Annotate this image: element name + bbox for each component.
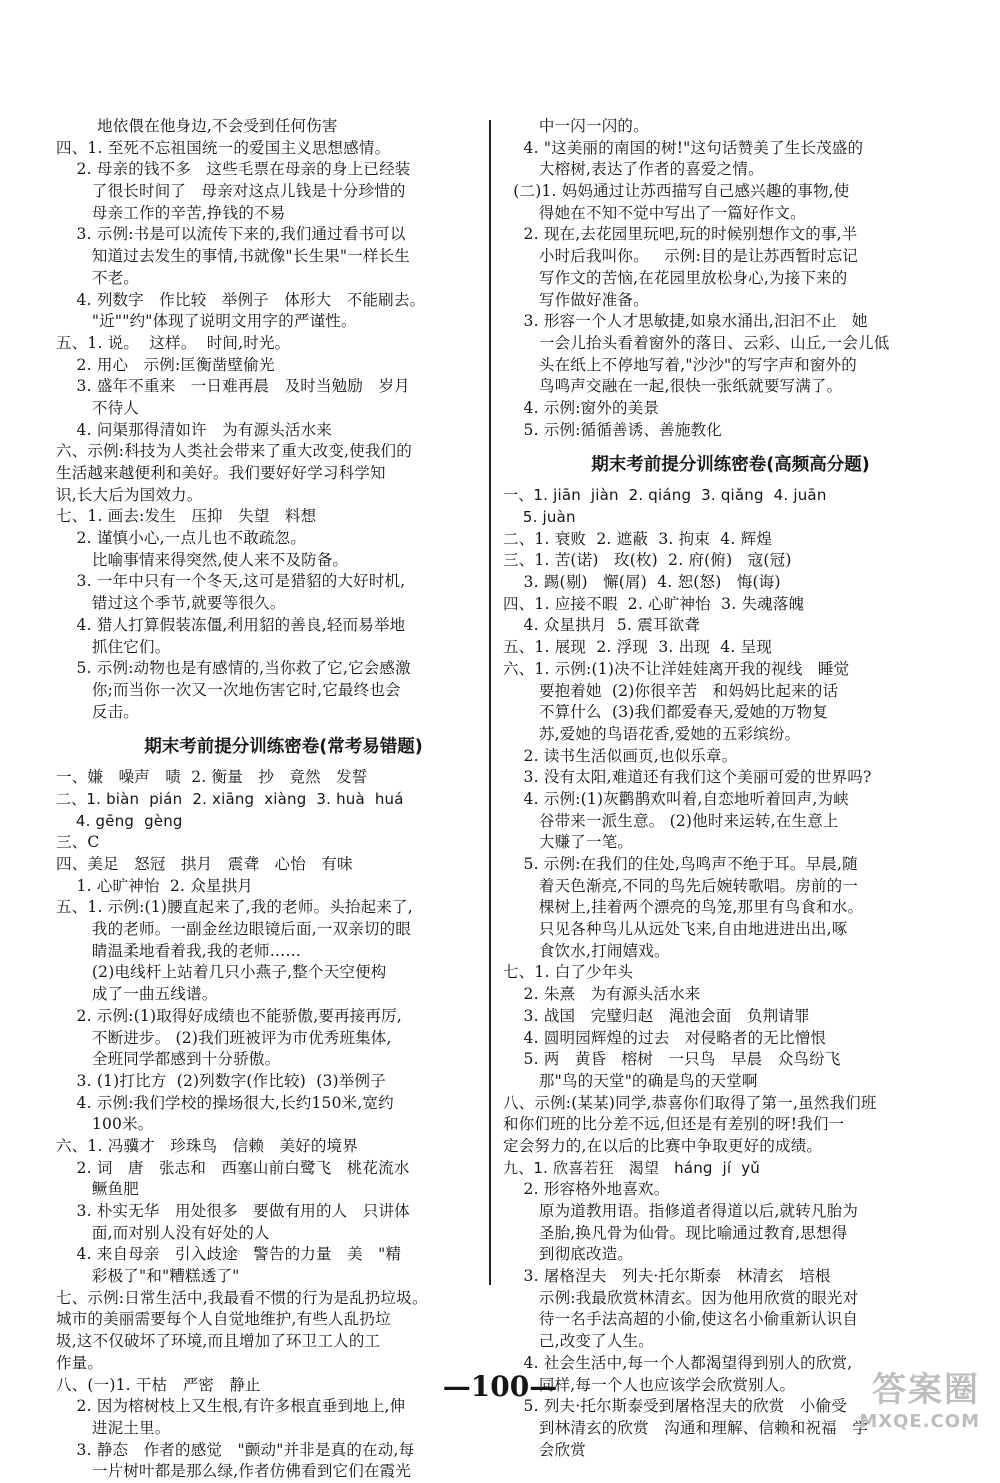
answer-line: 2. 形容格外地喜欢。 (503, 1180, 670, 1199)
answer-line: 到林清玄的欣赏 沟通和理解、信赖和祝福 学 (503, 1418, 868, 1437)
answer-line: 八、(一)1. 干枯 严密 静止 (56, 1375, 261, 1394)
answer-line: 三、C (56, 833, 100, 852)
answer-line: 五、1. 说。 这样。 时间,时光。 (56, 333, 291, 352)
answer-line: 3. 静态 作者的感觉 "颤动"并非是真的在动,每 (56, 1440, 415, 1459)
answer-line: 小时后我叫你。 示例:目的是让苏西暂时忘记 (503, 247, 858, 266)
answer-line: 3. 没有太阳,难道还有我们这个美丽可爱的世界吗? (503, 768, 872, 787)
answer-line: 2. 朱熹 为有源头活水来 (503, 985, 701, 1004)
right-column (503, 116, 958, 1461)
answer-line: 5. 示例:循循善诱、善施教化 (503, 420, 722, 439)
answer-line: 七、1. 画去:发生 压抑 失望 料想 (56, 507, 317, 526)
answer-line: 一、1. jiān jiàn 2. qiáng 3. qiǎng 4. juān (503, 486, 827, 505)
answer-line: 4. gēng gèng (56, 811, 183, 830)
answer-line: 全班同学都感到十分骄傲。 (56, 1050, 281, 1069)
answer-line: 2. 示例:(1)取得好成绩也不能骄傲,要再接再厉, (56, 1006, 402, 1025)
answer-line: 食饮水,打闹嬉戏。 (503, 941, 670, 960)
answer-line: 同样,每一个人也应该学会欣赏别人。 (503, 1375, 796, 1394)
answer-line: 鸟鸣声交融在一起,很快一张纸就要写满了。 (503, 377, 843, 396)
answer-line: 4. 示例:(1)灰鹳鹊欢叫着,自恋地听着回声,为峡 (503, 789, 849, 808)
answer-line: 5. 列夫·托尔斯泰受到屠格涅夫的欣赏 小偷受 (503, 1397, 847, 1416)
answer-line: 2. 读书生活似画页,也似乐章。 (503, 746, 738, 765)
answer-line: 谷带来一派生意。 (2)他时来运转,在生意上 (503, 811, 839, 830)
answer-line: 原为道教用语。指修道者得道以后,就转凡胎为 (503, 1202, 859, 1220)
answer-line: 4. 问渠那得清如许 为有源头活水来 (56, 420, 333, 439)
answer-line: 城市的美丽需要每个人自觉地维护,有些人乱扔垃 (56, 1310, 391, 1329)
answer-line: 作量。 (56, 1353, 104, 1372)
page-number: —100— (442, 1370, 558, 1403)
answer-line: (二)1. 妈妈通过让苏西描写自己感兴趣的事物,使 (503, 182, 850, 201)
answer-line: 五、1. 示例:(1)腰直起来了,我的老师。头抬起来了, (56, 898, 413, 917)
answer-line: 3. (1)打比方 (2)列数字(作比较) (3)举例子 (56, 1071, 386, 1090)
column-divider (489, 120, 491, 1285)
answer-line: 只见各种鸟儿从远处飞来,自由地进进出出,啄 (503, 920, 848, 939)
answer-line: 写作文的苦恼,在花园里放松身心,为接下来的 (503, 268, 848, 287)
answer-line: 示例:我最欣赏林清玄。因为他用欣赏的眼光对 (503, 1288, 859, 1307)
answer-line: 不待人 (56, 398, 139, 417)
answer-line: 七、1. 白了少年头 (503, 963, 634, 982)
answer-line: 一会儿抬头看着窗外的落日、云彩、山丘,一会儿低 (503, 333, 890, 352)
answer-line: 3. 盛年不重来 一日难再晨 及时当勉励 岁月 (56, 377, 410, 396)
answer-line: 成了一曲五线谱。 (56, 985, 218, 1004)
watermark (820, 1369, 980, 1439)
answer-line: 反击。 (56, 702, 139, 721)
section-heading: 期末考前提分训练密卷(常考易错题) (144, 737, 423, 758)
answer-line: 苏,爱她的鸟语花香,爱她的五彩缤纷。 (503, 724, 801, 743)
answer-line: 六、1. 示例:(1)决不让洋娃娃离开我的视线 睡觉 (503, 659, 850, 678)
answer-line: 错过这个季节,就要等很久。 (56, 594, 286, 613)
answer-line: 六、示例:科技为人类社会带来了重大改变,使我们的 (56, 442, 412, 461)
answer-line: 了很长时间了 母亲对这点儿钱是十分珍惜的 (56, 182, 406, 201)
answer-line: 4. 列数字 作比较 举例子 体形大 不能刷去。 (56, 290, 426, 309)
left-column (56, 116, 511, 1483)
answer-line: 3. 一年中只有一个冬天,这可是猎貂的大好时机, (56, 572, 406, 591)
answer-line: 2. 母亲的钱不多 这些毛票在母亲的身上已经装 (56, 160, 411, 179)
answer-line: 圾,这不仅破坏了环境,而且增加了环卫工人的工 (56, 1332, 381, 1351)
answer-line: 4. 示例:我们学校的操场很大,长约150米,宽约 (56, 1093, 394, 1112)
answer-line: 5. 两 黄昏 榕树 一只鸟 早晨 众鸟纷飞 (503, 1050, 841, 1069)
answer-line: 3. 踢(剔) 懈(屑) 4. 恕(怒) 悔(诲) (503, 573, 781, 592)
answer-line: 那"鸟的天堂"的确是鸟的天堂啊 (503, 1071, 758, 1090)
answer-line: 四、美足 怒冠 拱月 震聋 心怡 有味 (56, 855, 353, 873)
answer-line: 我的老师。一副金丝边眼镜后面,一双亲切的眼 (56, 920, 412, 939)
answer-line: 四、1. 应接不暇 2. 心旷神怡 3. 失魂落魄 (503, 594, 805, 613)
answer-line: 地依偎在他身边,不会受到任何伤害 (56, 117, 338, 135)
answer-line: 二、1. biàn pián 2. xiāng xiàng 3. huà huá (56, 789, 404, 808)
answer-line: 2. 谨慎小心,一点儿也不敢疏忽。 (56, 529, 307, 548)
answer-line: 2. 词 唐 张志和 西塞山前白鹭飞 桃花流水 (56, 1158, 410, 1177)
answer-line: 会欣赏 (503, 1440, 586, 1459)
answer-line: 写作做好准备。 (503, 290, 649, 309)
answer-line: 4. 示例:窗外的美景 (503, 398, 660, 417)
answer-line: 4. "这美丽的南国的树!"这句话赞美了生长茂盛的 (503, 138, 864, 157)
answer-line: 己,改变了人生。 (503, 1332, 654, 1351)
answer-line: 棵树上,挂着两个漂亮的鸟笼,那里有鸟食和水。 (503, 898, 864, 917)
answer-line: 2. 因为榕树枝上又生根,有许多根直垂到地上,伸 (56, 1397, 406, 1416)
answer-line: 5. 示例:动物也是有感情的,当你救了它,它会感激 (56, 659, 411, 678)
answer-line: 和你们班的比分差不远,但还是有差别的呀!我们一 (503, 1115, 845, 1134)
section-heading: 期末考前提分训练密卷(高频高分题) (591, 455, 870, 476)
answer-line: 4. 圆明园辉煌的过去 对侵略者的无比憎恨 (503, 1028, 827, 1047)
answer-line: 识,长大后为国效力。 (56, 485, 203, 504)
answer-line: 鳜鱼肥 (56, 1180, 139, 1199)
answer-line: 2. 现在,去花园里玩吧,玩的时候别想作文的事,半 (503, 225, 858, 244)
answer-line: 三、1. 苦(诺) 玫(枚) 2. 府(俯) 寇(冠) (503, 551, 792, 570)
answer-line: 3. 朴实无华 用处很多 要做有用的人 只讲体 (56, 1202, 410, 1220)
answer-line: 4. 来自母亲 引入歧途 警告的力量 美 "精 (56, 1245, 402, 1264)
answer-line: 1. 心旷神怡 2. 众星拱月 (56, 876, 253, 895)
answer-line: 生活越来越便利和美好。我们要好好学习科学知 (56, 464, 386, 482)
answer-line: 5. juàn (503, 508, 576, 526)
answer-line: 4. 社会生活中,每一个人都渴望得到别人的欣赏, (503, 1353, 853, 1372)
watermark-url: MXQE.COM (859, 1411, 980, 1432)
answer-line: 大榕树,表达了作者的喜爱之情。 (503, 160, 764, 179)
answer-line: 不断进步。 (2)我们班被评为市优秀班集体, (56, 1028, 392, 1047)
answer-line: 二、1. 衰败 2. 遮蔽 3. 拘束 4. 辉煌 (503, 529, 773, 548)
answer-line: 定会努力的,在以后的比赛中争取更好的成绩。 (503, 1136, 823, 1155)
answer-line: 头在纸上不停地写着,"沙沙"的写字声和窗外的 (503, 355, 857, 374)
answer-line: 你;而当你一次又一次地伤害它时,它最终也会 (56, 680, 401, 699)
answer-line: 3. 战国 完璧归赵 渑池会面 负荆请罪 (503, 1006, 810, 1025)
answer-line: 睛温柔地看着我,我的老师…… (56, 941, 302, 960)
answer-line: 待一名手法高超的小偷,使这名小偷重新认识自 (503, 1310, 859, 1329)
answer-line: 六、1. 冯骥才 珍珠鸟 信赖 美好的境界 (56, 1136, 358, 1155)
answer-line: 母亲工作的辛苦,挣钱的不易 (56, 203, 286, 222)
answer-line: 4. 众星拱月 5. 震耳欲聋 (503, 616, 700, 635)
answer-line: 4. 猎人打算假装冻僵,利用貂的善良,轻而易举地 (56, 615, 406, 634)
answer-line: 五、1. 展现 2. 浮现 3. 出现 4. 呈现 (503, 638, 773, 657)
answer-line: 圣胎,换凡骨为仙骨。现比喻通过教育,思想得 (503, 1223, 848, 1242)
answer-line: 不老。 (56, 268, 139, 287)
answer-line: 进泥土里。 (56, 1418, 171, 1437)
answer-line: 中一闪一闪的。 (503, 117, 649, 135)
answer-line: 5. 示例:在我们的住处,鸟鸣声不绝于耳。早晨,随 (503, 855, 858, 873)
answer-line: 到彻底改造。 (503, 1245, 634, 1264)
answer-line: 3. 形容一个人才思敏捷,如泉水涌出,汩汩不止 她 (503, 312, 868, 331)
answer-line: 不算什么 (3)我们都爱春天,爱她的万物复 (503, 703, 829, 722)
answer-line: 2. 用心 示例:匡衡凿壁偷光 (56, 355, 275, 374)
answer-line: 比喻事情来得突然,使人来不及防备。 (56, 550, 349, 569)
answer-line: (2)电线杆上站着几只小燕子,整个天空便构 (56, 963, 387, 982)
answer-line: 着天色渐亮,不同的鸟先后婉转歌唱。房前的一 (503, 876, 859, 895)
watermark-logo: 答案圈 (872, 1370, 980, 1410)
answer-line: 要抱着她 (2)你很辛苦 和妈妈比起来的话 (503, 681, 839, 700)
answer-line: 得她在不知不觉中写出了一篇好作文。 (503, 203, 806, 222)
answer-line: 彩极了"和"糟糕透了" (56, 1267, 240, 1286)
answer-line: 一片树叶都是那么绿,作者仿佛看到它们在霞光 (56, 1462, 412, 1481)
answer-line: 四、1. 至死不忘祖国统一的爱国主义思想感情。 (56, 138, 391, 157)
answer-line: 八、示例:(某某)同学,恭喜你们取得了第一,虽然我们班 (503, 1093, 877, 1112)
answer-line: 九、1. 欣喜若狂 渴望 hánɡ jí yǔ (503, 1158, 761, 1177)
answer-line: 知道过去发生的事情,书就像"长生果"一样长生 (56, 247, 410, 266)
answer-line: 一、嫌 噪声 啧 2. 衡量 抄 竟然 发誓 (56, 768, 368, 787)
answer-line: 3. 屠格涅夫 列夫·托尔斯泰 林清玄 培根 (503, 1267, 831, 1286)
answer-line: 七、示例:日常生活中,我最看不惯的行为是乱扔垃圾。 (56, 1288, 428, 1307)
answer-line: 大赚了一笔。 (503, 833, 634, 852)
answer-line: 面,而对别人没有好处的人 (56, 1223, 270, 1242)
answer-line: 3. 示例:书是可以流传下来的,我们通过看书可以 (56, 225, 406, 244)
answer-line: 抓住它们。 (56, 637, 171, 656)
answer-line: "近""约"体现了说明文用字的严谨性。 (56, 312, 357, 331)
answer-line: 100米。 (56, 1115, 154, 1134)
